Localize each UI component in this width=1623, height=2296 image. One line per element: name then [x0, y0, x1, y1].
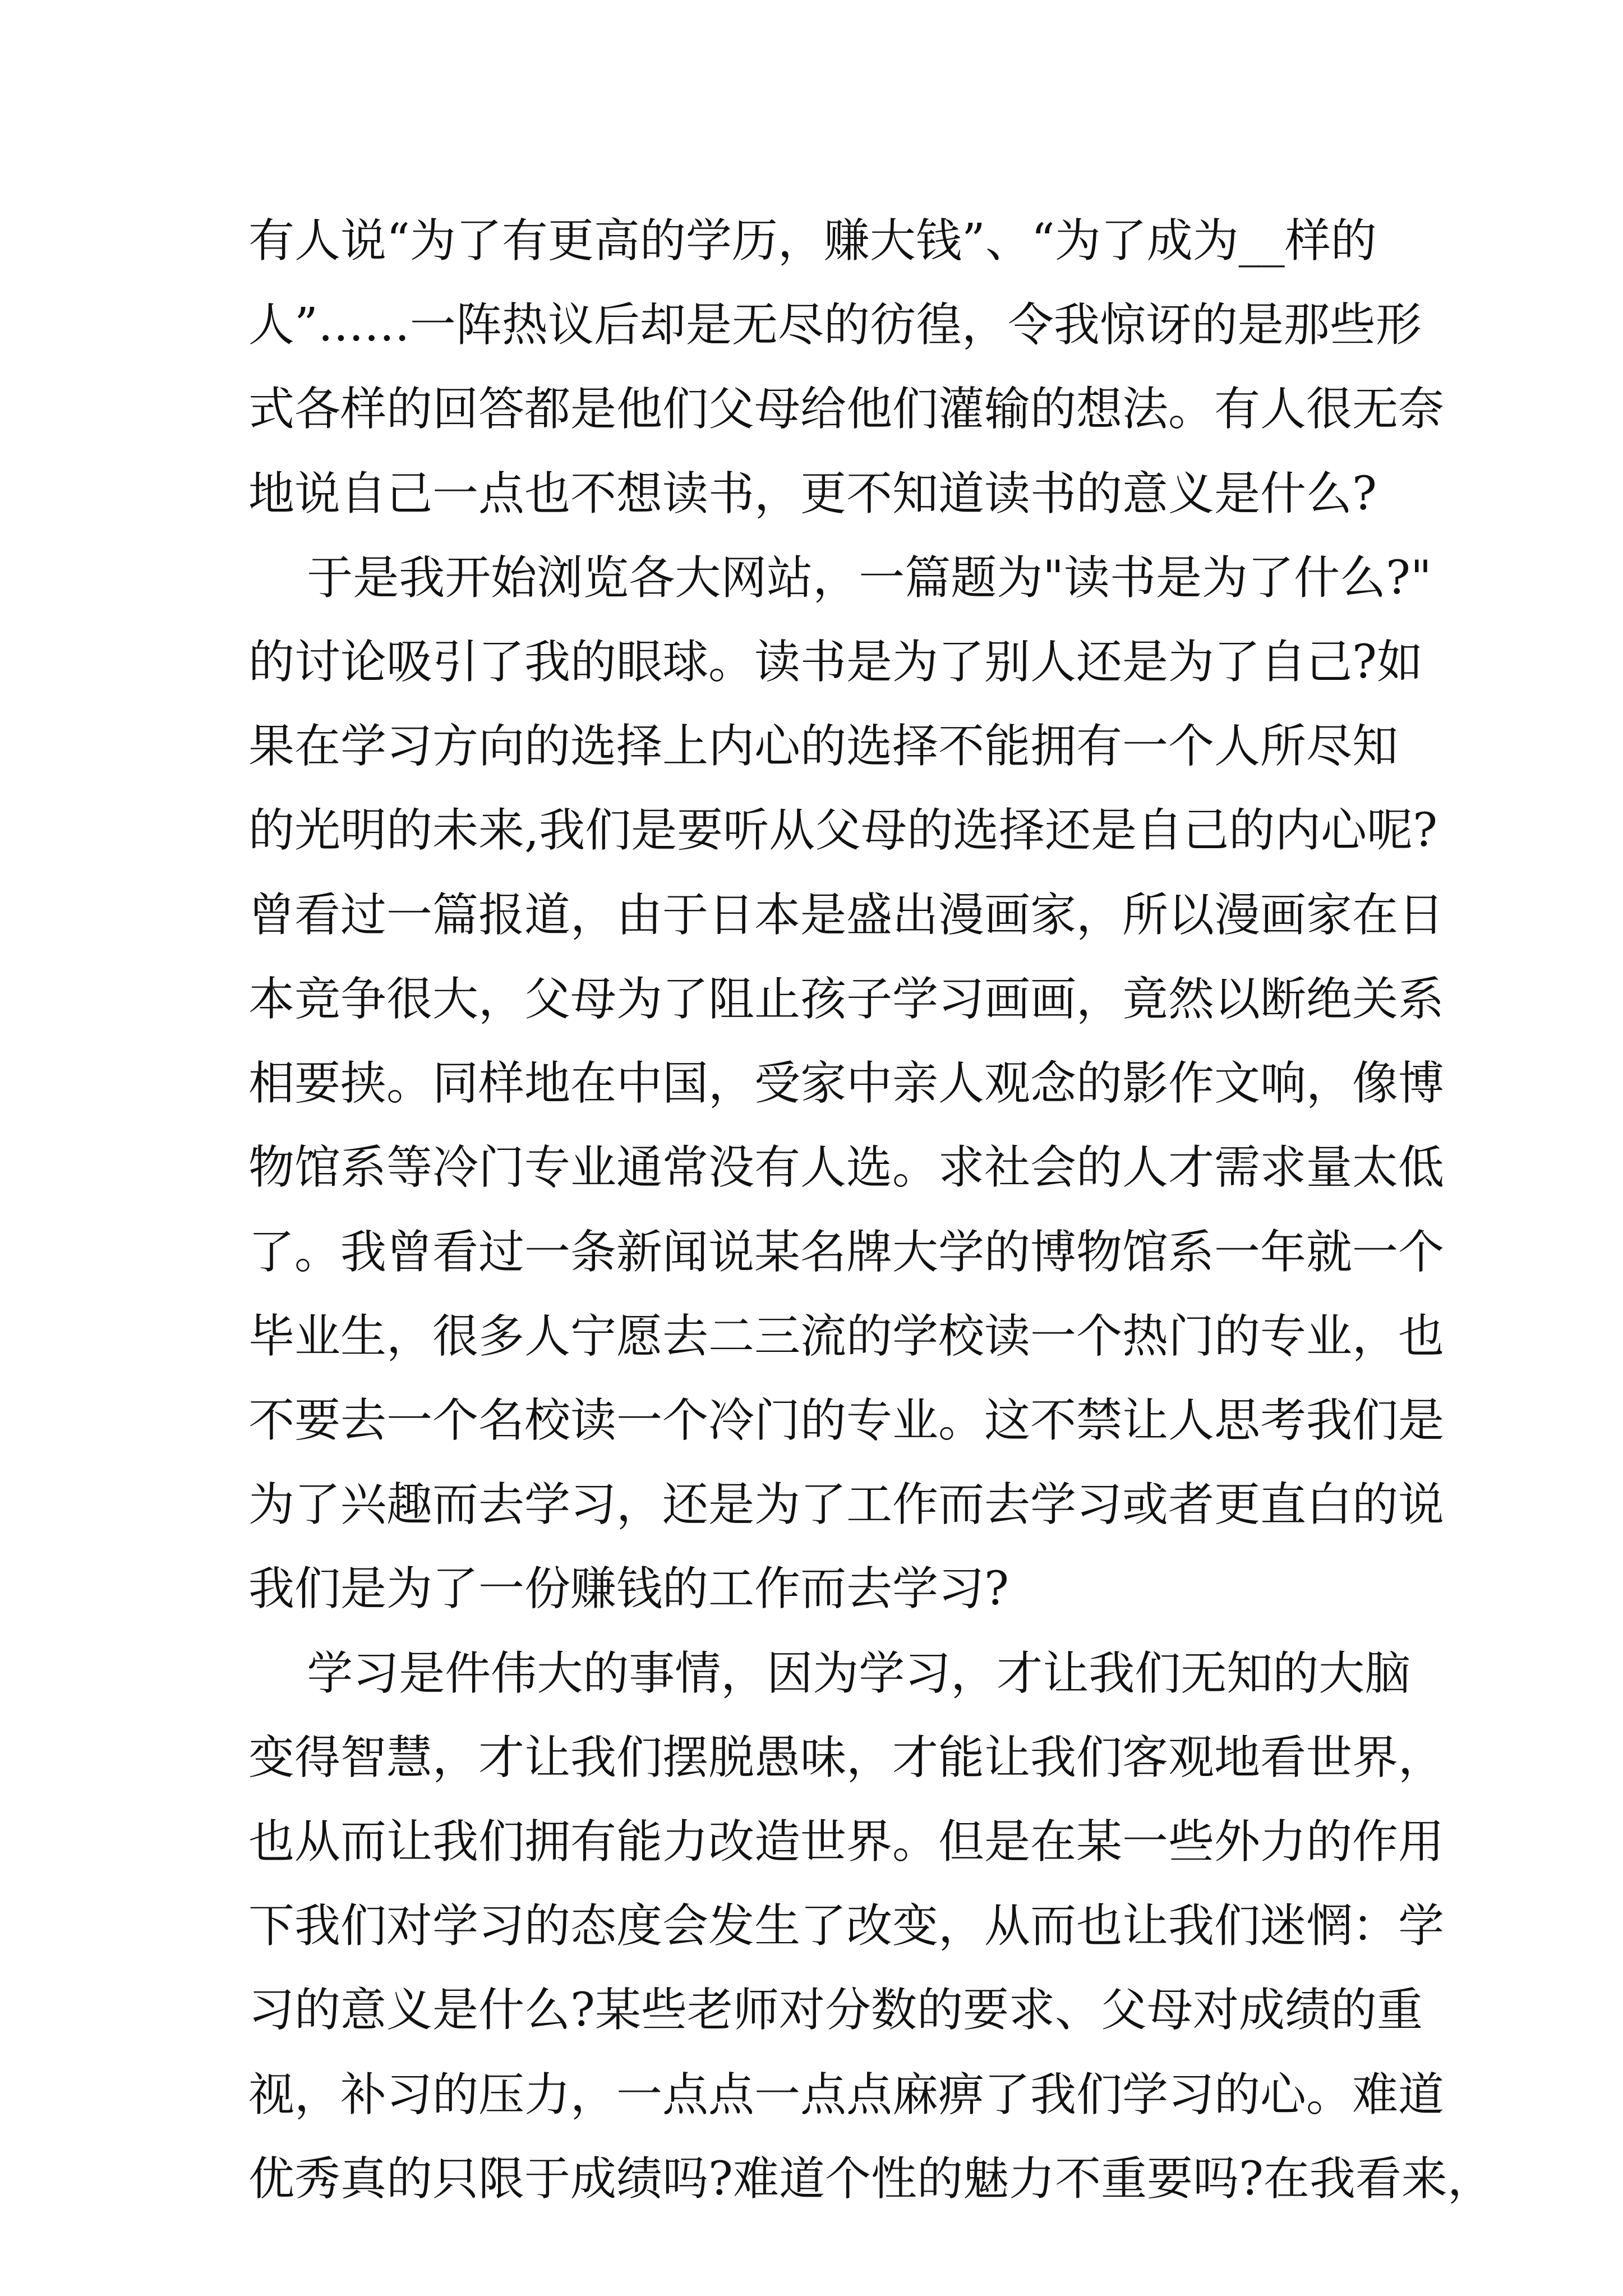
text-line: 视，补习的压力，一点点一点点麻痹了我们学习的心。难道 [248, 2068, 1445, 2122]
text-line: 有人说“为了有更高的学历，赚大钱”、“为了成为__样的 [248, 214, 1377, 268]
text-line: 的光明的未来,我们是要听从父母的选择还是自己的内心呢? [248, 804, 1438, 858]
text-line: 下我们对学习的态度会发生了改变，从而也让我们迷惘：学 [248, 1899, 1445, 1953]
text-line: 物馆系等冷门专业通常没有人选。求社会的人才需求量太低 [248, 1141, 1445, 1195]
text-line: 学习是件伟大的事情，因为学习，才让我们无知的大脑 [248, 1646, 1411, 1700]
text-line: 了。我曾看过一条新闻说某名牌大学的博物馆系一年就一个 [248, 1225, 1445, 1279]
text-line: 毕业生，很多人宁愿去二三流的学校读一个热门的专业，也 [248, 1309, 1445, 1363]
text-line: 优秀真的只限于成绩吗?难道个性的魅力不重要吗?在我看来， [248, 2152, 1493, 2206]
text-line: 的讨论吸引了我的眼球。读书是为了别人还是为了自己?如 [248, 636, 1423, 689]
text-line: 我们是为了一份赚钱的工作而去学习? [248, 1562, 1009, 1616]
text-line: 相要挟。同样地在中国，受家中亲人观念的影作文响，像博 [248, 1057, 1445, 1111]
text-line: 于是我开始浏览各大网站，一篇题为"读书是为了什么?" [248, 551, 1432, 605]
text-line: 曾看过一篇报道，由于日本是盛出漫画家，所以漫画家在日 [248, 888, 1445, 942]
text-line: 习的意义是什么?某些老师对分数的要求、父母对成绩的重 [248, 1984, 1423, 2037]
text-line: 本竞争很大，父母为了阻止孩子学习画画，竟然以断绝关系 [248, 972, 1445, 1026]
text-line: 地说自己一点也不想读书，更不知道读书的意义是什么? [248, 467, 1377, 521]
text-line: 变得智慧，才让我们摆脱愚味，才能让我们客观地看世界， [248, 1731, 1445, 1784]
text-line: 果在学习方向的选择上内心的选择不能拥有一个人所尽知 [248, 720, 1399, 774]
text-line: 不要去一个名校读一个冷门的专业。这不禁让人思考我们是 [248, 1393, 1445, 1447]
text-line: 式各样的回答都是他们父母给他们灌输的想法。有人很无奈 [248, 383, 1445, 436]
text-line: 人”……一阵热议后却是无尽的彷徨，令我惊讶的是那些形 [248, 298, 1422, 352]
text-line: 也从而让我们拥有能力改造世界。但是在某一些外力的作用 [248, 1815, 1445, 1869]
text-line: 为了兴趣而去学习，还是为了工作而去学习或者更直白的说 [248, 1478, 1445, 1532]
